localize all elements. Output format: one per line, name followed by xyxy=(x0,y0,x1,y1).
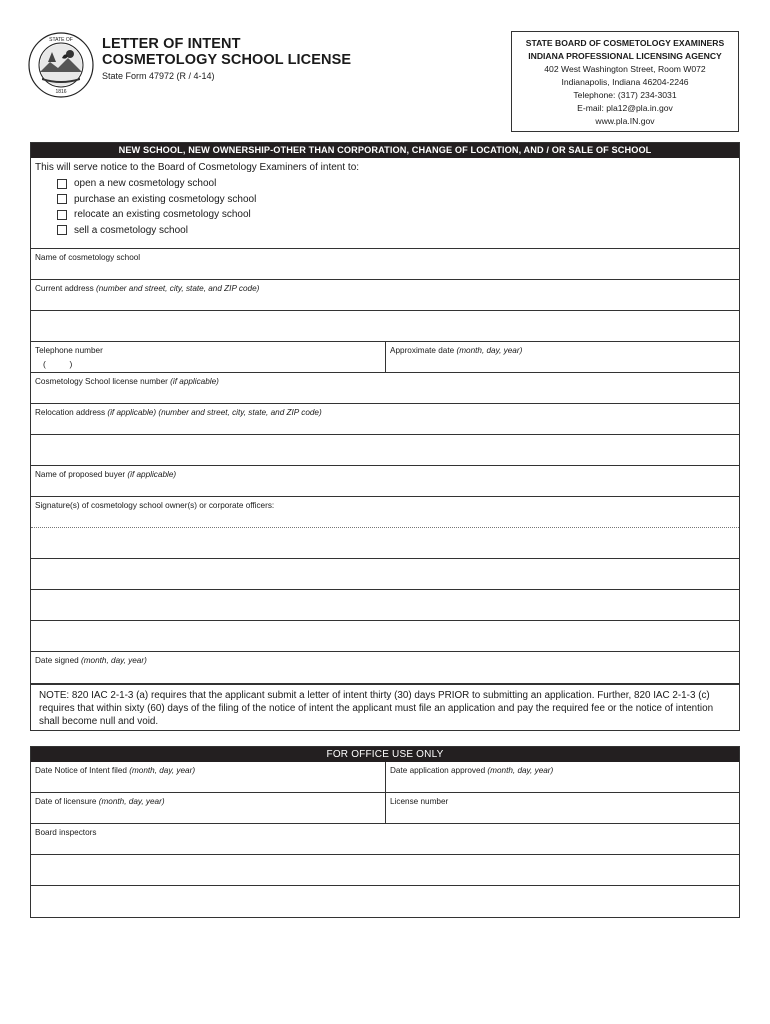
svg-text:STATE OF: STATE OF xyxy=(49,37,73,43)
form-title-line-2: COSMETOLOGY SCHOOL LICENSE xyxy=(102,52,352,68)
proposed-buyer-field[interactable] xyxy=(31,466,739,497)
board-inspectors-label: Board inspectors xyxy=(35,828,97,837)
checkbox-sell-school[interactable] xyxy=(57,225,67,235)
date-signed-field[interactable] xyxy=(31,652,739,683)
option-sell-school xyxy=(35,223,735,239)
option-purchase-school xyxy=(35,192,735,208)
licensure-date-field[interactable] xyxy=(31,793,386,823)
office-use-section xyxy=(30,746,740,918)
checkbox-open-new-school[interactable] xyxy=(57,179,67,189)
agency-address-box xyxy=(511,31,739,132)
intent-form xyxy=(30,142,740,684)
relocation-address-line-2[interactable] xyxy=(31,435,739,466)
board-inspectors-line-3[interactable] xyxy=(31,886,739,917)
option-open-new-school xyxy=(35,176,735,192)
agency-street: 402 West Washington Street, Room W072 xyxy=(544,64,706,74)
relocation-address-field[interactable] xyxy=(31,404,739,435)
relocation-address-label: Relocation address (if applicable) (number and street, city, state, and ZIP code) xyxy=(35,408,322,417)
office-row-2 xyxy=(31,793,739,824)
current-address-line-2[interactable] xyxy=(31,311,739,342)
board-name: STATE BOARD OF COSMETOLOGY EXAMINERS xyxy=(525,38,725,48)
option-label: purchase an existing cosmetology school xyxy=(74,193,257,205)
board-inspectors-line-2[interactable] xyxy=(31,855,739,886)
form-number: State Form 47972 (R / 4-14) xyxy=(102,71,215,81)
signature-line-1[interactable] xyxy=(31,528,739,559)
office-license-number-field[interactable] xyxy=(386,793,739,823)
application-approved-date-field[interactable] xyxy=(386,762,739,792)
agency-email: E-mail: pla12@pla.in.gov xyxy=(577,103,673,113)
signatures-label: Signature(s) of cosmetology school owner(s) or corporate officers: xyxy=(35,501,275,510)
school-name-field[interactable] xyxy=(31,249,739,280)
license-number-label: Cosmetology School license number (if applicable) xyxy=(35,377,219,386)
signature-line-3[interactable] xyxy=(31,590,739,621)
state-seal-logo xyxy=(28,32,94,98)
agency-name: INDIANA PROFESSIONAL LICENSING AGENCY xyxy=(528,51,722,61)
date-signed-label: Date signed (month, day, year) xyxy=(35,656,147,665)
board-inspectors-field[interactable] xyxy=(31,824,739,855)
office-use-heading: FOR OFFICE USE ONLY xyxy=(31,747,739,762)
notice-filed-label: Date Notice of Intent filed (month, day, year) xyxy=(35,766,196,775)
telephone-date-row xyxy=(31,342,739,373)
svg-text:1816: 1816 xyxy=(55,89,67,95)
checkbox-relocate-school[interactable] xyxy=(57,210,67,220)
section-heading: NEW SCHOOL, NEW OWNERSHIP-OTHER THAN CORPORATION, CHANGE OF LOCATION, AND / OR SALE OF SCHOOL xyxy=(31,143,739,158)
option-relocate-school xyxy=(35,207,735,223)
license-number-field[interactable] xyxy=(31,373,739,404)
current-address-label: Current address (number and street, city, state, and ZIP code) xyxy=(35,284,260,293)
current-address-field[interactable] xyxy=(31,280,739,311)
agency-city: Indianapolis, Indiana 46204-2246 xyxy=(561,77,689,87)
agency-telephone: Telephone: (317) 234-3031 xyxy=(573,90,677,100)
approximate-date-label: Approximate date (month, day, year) xyxy=(390,346,523,355)
agency-website: www.pla.IN.gov xyxy=(595,116,655,126)
intent-intro-text: This will serve notice to the Board of Cosmetology Examiners of intent to: xyxy=(35,162,360,173)
office-license-number-label: License number xyxy=(390,797,449,806)
legal-note: NOTE: 820 IAC 2-1-3 (a) requires that the applicant submit a letter of intent thirty (30) days PRIOR to submitting an application. Further, 820 IAC 2-1-3 (c) requires that within sixty (60) days of the filing of the notice of intent the applicant must file an application and pay the required fee or the notice of intention shall become null and void. xyxy=(30,684,740,731)
title-block xyxy=(102,36,351,81)
intent-options xyxy=(31,158,739,249)
option-label: relocate an existing cosmetology school xyxy=(74,209,251,221)
form-title-line-1: LETTER OF INTENT xyxy=(102,36,241,52)
proposed-buyer-label: Name of proposed buyer (if applicable) xyxy=(35,470,177,479)
option-label: open a new cosmetology school xyxy=(74,178,217,190)
notice-filed-date-field[interactable] xyxy=(31,762,386,792)
approximate-date-field[interactable] xyxy=(386,342,739,372)
signature-line-4[interactable] xyxy=(31,621,739,652)
checkbox-purchase-school[interactable] xyxy=(57,194,67,204)
application-approved-label: Date application approved (month, day, year) xyxy=(390,766,554,775)
telephone-label: Telephone number xyxy=(35,346,103,355)
licensure-date-label: Date of licensure (month, day, year) xyxy=(35,797,165,806)
telephone-field[interactable] xyxy=(31,342,386,372)
school-name-label: Name of cosmetology school xyxy=(35,253,141,262)
office-row-1 xyxy=(31,762,739,793)
signatures-field[interactable] xyxy=(31,497,739,528)
option-label: sell a cosmetology school xyxy=(74,224,188,236)
signature-line-2[interactable] xyxy=(31,559,739,590)
area-code-parens: ( ) xyxy=(43,359,73,369)
